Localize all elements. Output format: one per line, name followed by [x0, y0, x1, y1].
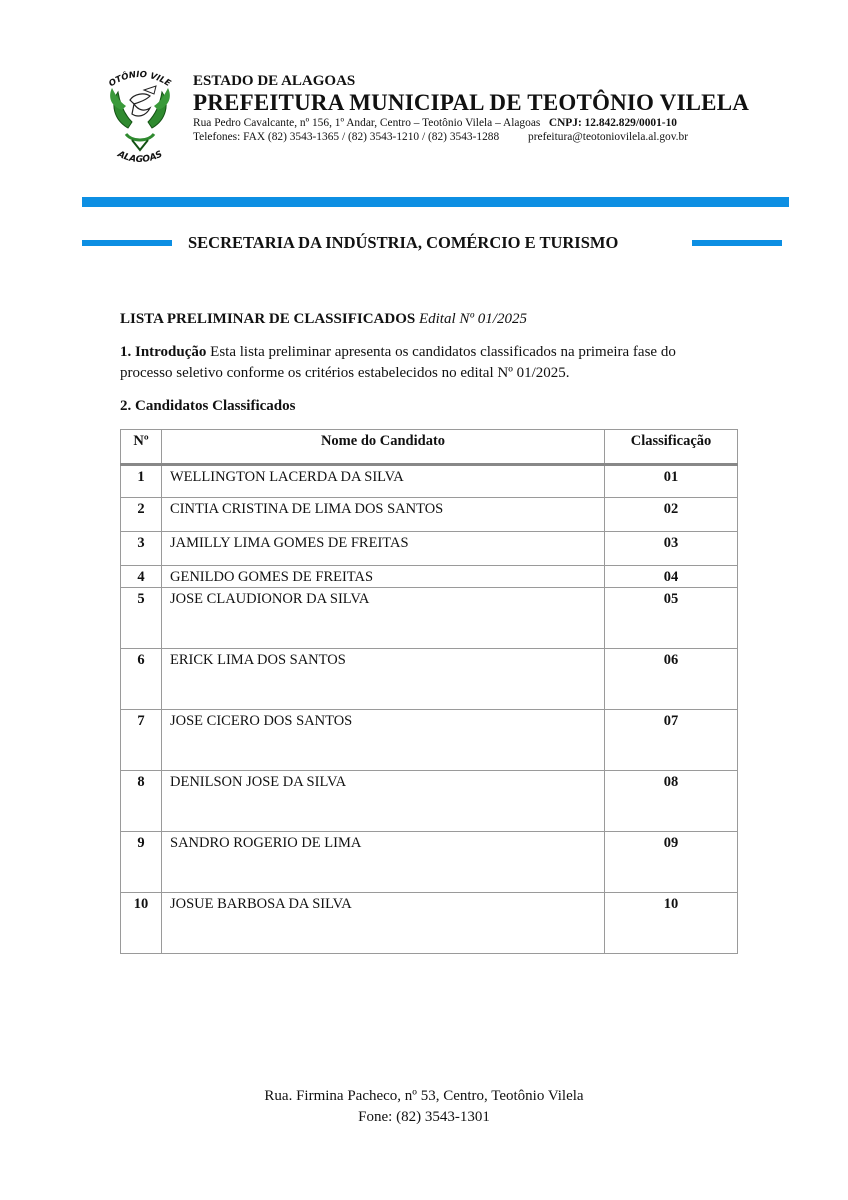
cell-classification: 05 — [605, 588, 738, 649]
state-name: ESTADO DE ALAGOAS — [193, 73, 356, 89]
header-divider — [82, 197, 789, 207]
contact-line — [193, 130, 793, 144]
cell-classification: 01 — [605, 465, 738, 498]
secretariat-line-left — [82, 240, 172, 246]
cell-name: SANDRO ROGERIO DE LIMA — [162, 832, 605, 893]
table-row — [121, 832, 738, 893]
secretariat-title: SECRETARIA DA INDÚSTRIA, COMÉRCIO E TURISMO — [188, 233, 619, 252]
document-title — [120, 309, 527, 329]
list-title: LISTA PRELIMINAR DE CLASSIFICADOS — [120, 311, 416, 327]
table-row — [121, 771, 738, 832]
header-name: Nome do Candidato — [162, 430, 605, 465]
cell-number: 6 — [121, 649, 162, 710]
cell-number: 1 — [121, 465, 162, 498]
intro-heading: 1. Introdução — [120, 344, 207, 360]
cell-name: JOSE CICERO DOS SANTOS — [162, 710, 605, 771]
municipal-logo — [104, 70, 176, 174]
cell-name: JOSUE BARBOSA DA SILVA — [162, 893, 605, 954]
prefecture-name: PREFEITURA MUNICIPAL DE TEOTÔNIO VILELA — [193, 90, 750, 115]
table-row — [121, 465, 738, 498]
table-row — [121, 566, 738, 588]
letterhead — [193, 73, 793, 144]
cell-classification: 02 — [605, 498, 738, 532]
cnpj: CNPJ: 12.842.829/0001-10 — [548, 117, 677, 129]
cell-classification: 07 — [605, 710, 738, 771]
cell-name: JAMILLY LIMA GOMES DE FREITAS — [162, 532, 605, 566]
cell-number: 5 — [121, 588, 162, 649]
coat-of-arms-icon — [104, 70, 176, 174]
table-row — [121, 649, 738, 710]
svg-text:TEOTÔNIO VILELA: OTÔNIO VILE — [107, 70, 173, 90]
table-row — [121, 498, 738, 532]
svg-text:ALAGOAS: ALAGOAS — [115, 149, 165, 166]
cell-name: GENILDO GOMES DE FREITAS — [162, 566, 605, 588]
candidates-table — [120, 429, 738, 954]
email: prefeitura@teotoniovilela.al.gov.br — [528, 131, 689, 143]
table-row — [121, 532, 738, 566]
header-number: Nº — [121, 430, 162, 465]
table-row — [121, 710, 738, 771]
secretariat-line-right — [692, 240, 782, 246]
cell-name: WELLINGTON LACERDA DA SILVA — [162, 465, 605, 498]
cell-classification: 06 — [605, 649, 738, 710]
address-line — [193, 116, 793, 130]
prefecture-address: Rua Pedro Cavalcante, nº 156, 1º Andar, Centro – Teotônio Vilela – Alagoas — [193, 117, 541, 129]
cell-name: ERICK LIMA DOS SANTOS — [162, 649, 605, 710]
table-row — [121, 588, 738, 649]
cell-classification: 09 — [605, 832, 738, 893]
edital-reference: Edital Nº 01/2025 — [418, 311, 527, 327]
table-header-row — [121, 430, 738, 465]
cell-number: 2 — [121, 498, 162, 532]
cell-name: DENILSON JOSE DA SILVA — [162, 771, 605, 832]
phones: Telefones: FAX (82) 3543-1365 / (82) 3543-1210 / (82) 3543-1288 — [193, 131, 500, 143]
cell-number: 8 — [121, 771, 162, 832]
cell-classification: 03 — [605, 532, 738, 566]
cell-number: 9 — [121, 832, 162, 893]
intro-text: Esta lista preliminar apresenta os candidatos classificados na primeira fase do processo seletivo conforme os critérios estabelecidos no edital Nº 01/2025. — [120, 344, 676, 381]
secretariat-row — [82, 232, 782, 254]
cell-classification: 08 — [605, 771, 738, 832]
cell-number: 4 — [121, 566, 162, 588]
page-footer — [0, 1086, 848, 1128]
cell-number: 7 — [121, 710, 162, 771]
footer-phone: Fone: (82) 3543-1301 — [358, 1109, 490, 1125]
section-heading: 2. Candidatos Classificados — [120, 398, 296, 414]
table-row — [121, 893, 738, 954]
cell-number: 3 — [121, 532, 162, 566]
cell-classification: 10 — [605, 893, 738, 954]
introduction — [120, 342, 720, 384]
cell-number: 10 — [121, 893, 162, 954]
cell-classification: 04 — [605, 566, 738, 588]
header-classification: Classificação — [605, 430, 738, 465]
cell-name: CINTIA CRISTINA DE LIMA DOS SANTOS — [162, 498, 605, 532]
footer-address: Rua. Firmina Pacheco, nº 53, Centro, Teotônio Vilela — [264, 1088, 584, 1104]
cell-name: JOSE CLAUDIONOR DA SILVA — [162, 588, 605, 649]
